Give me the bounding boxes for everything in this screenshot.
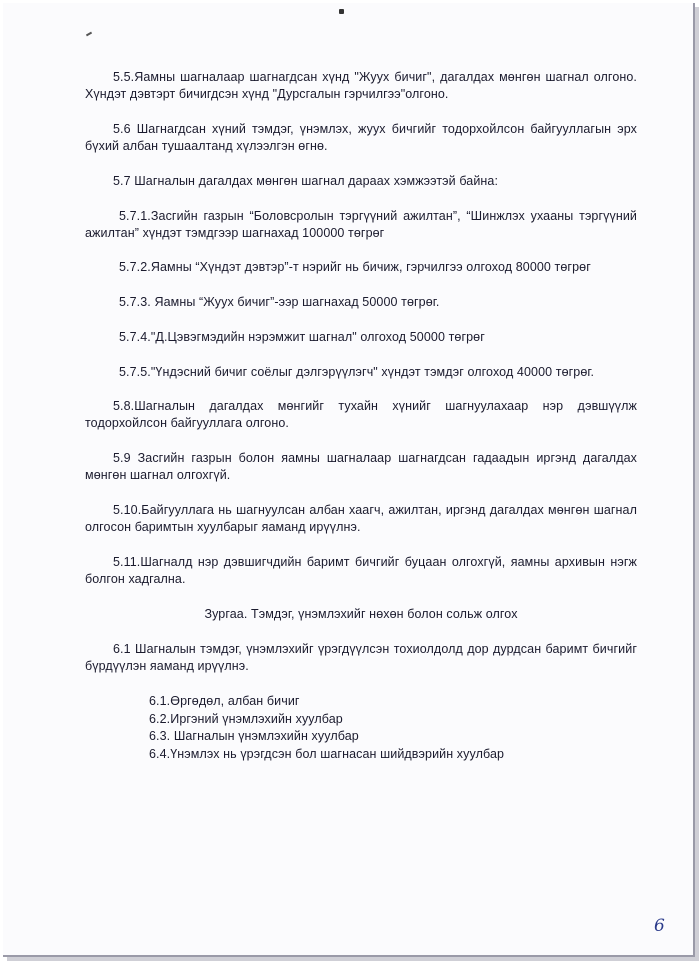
- scan-artifact-dot: [339, 9, 344, 14]
- document-page: [3, 3, 695, 957]
- paragraph-5-8: 5.8.Шагналын дагалдах мөнгийг тухайн хүнийг шагнуулахаар нэр дэвшүүлж тодорхойлсон байгууллага олгоно.: [85, 399, 637, 430]
- list-item: 6.1.Өргөдөл, албан бичиг: [149, 694, 300, 708]
- paragraph-5-10: 5.10.Байгууллага нь шагнуулсан албан хаагч, ажилтан, иргэнд дагалдах мөнгөн шагнал олгосон баримтын хуулбарыг яаманд ирүүлнэ.: [85, 503, 637, 534]
- list-item: 6.3. Шагналын үнэмлэхийн хуулбар: [149, 729, 359, 743]
- paragraph-5-7-1: 5.7.1.Засгийн газрын “Боловсролын тэргүүний ажилтан”, “Шинжлэх ухааны тэргүүний ажилтан” хүндэт тэмдгээр шагнахад 100000 төгрөг: [85, 209, 637, 240]
- paragraph-5-7-4: 5.7.4."Д.Цэвэгмэдийн нэрэмжит шагнал" олгоход 50000 төгрөг: [119, 330, 485, 344]
- paragraph-5-9: 5.9 Засгийн газрын болон яамны шагналаар шагнагдсан гадаадын иргэнд дагалдах мөнгөн шагнал олгохгүй.: [85, 451, 637, 482]
- paragraph-6-1: 6.1 Шагналын тэмдэг, үнэмлэхийг үрэгдүүлсэн тохиолдолд дор дурдсан баримт бичгийг бүрдүүлэн яаманд ирүүлнэ.: [85, 642, 637, 673]
- page-number: 6: [654, 916, 665, 936]
- section-heading: Зургаа. Тэмдэг, үнэмлэхийг нөхөн болон сольж олгох: [204, 607, 518, 621]
- paragraph-5-5: 5.5.Яамны шагналаар шагнагдсан хүнд "Жуух бичиг", дагалдах мөнгөн шагнал олгоно. Хүндэт дэвтэрт бичигдсэн хүнд "Дурсгалын гэрчилгээ"олгоно.: [85, 70, 637, 101]
- scan-artifact-mark: [86, 32, 92, 37]
- paragraph-5-7-5: 5.7.5."Үндэсний бичиг соёлыг дэлгэрүүлэгч" хүндэт тэмдэг олгоход 40000 төгрөг.: [119, 365, 595, 379]
- paragraph-5-7-2: 5.7.2.Яамны “Хүндэт дэвтэр”-т нэрийг нь бичиж, гэрчилгээ олгоход 80000 төгрөг: [119, 260, 591, 274]
- paragraph-5-7-3: 5.7.3. Яамны “Жуух бичиг”-ээр шагнахад 50000 төгрөг.: [119, 295, 440, 309]
- paragraph-5-6: 5.6 Шагнагдсан хүний тэмдэг, үнэмлэх, жуух бичгийг тодорхойлсон байгууллагын эрх бүхий албан тушаалтанд хүлээлгэн өгнө.: [85, 122, 637, 153]
- paragraph-5-7: 5.7 Шагналын дагалдах мөнгөн шагнал дараах хэмжээтэй байна:: [113, 174, 499, 188]
- list-item: 6.2.Иргэний үнэмлэхийн хуулбар: [149, 711, 343, 726]
- list-item: 6.4.Үнэмлэх нь үрэгдсэн бол шагнасан шийдвэрийн хуулбар: [149, 746, 505, 761]
- document-list: [85, 693, 637, 763]
- paragraph-5-11: 5.11.Шагналд нэр дэвшигчдийн баримт бичгийг буцаан олгохгүй, яамны архивын нэгж болгон хадгална.: [85, 555, 637, 586]
- document-body: [85, 69, 637, 763]
